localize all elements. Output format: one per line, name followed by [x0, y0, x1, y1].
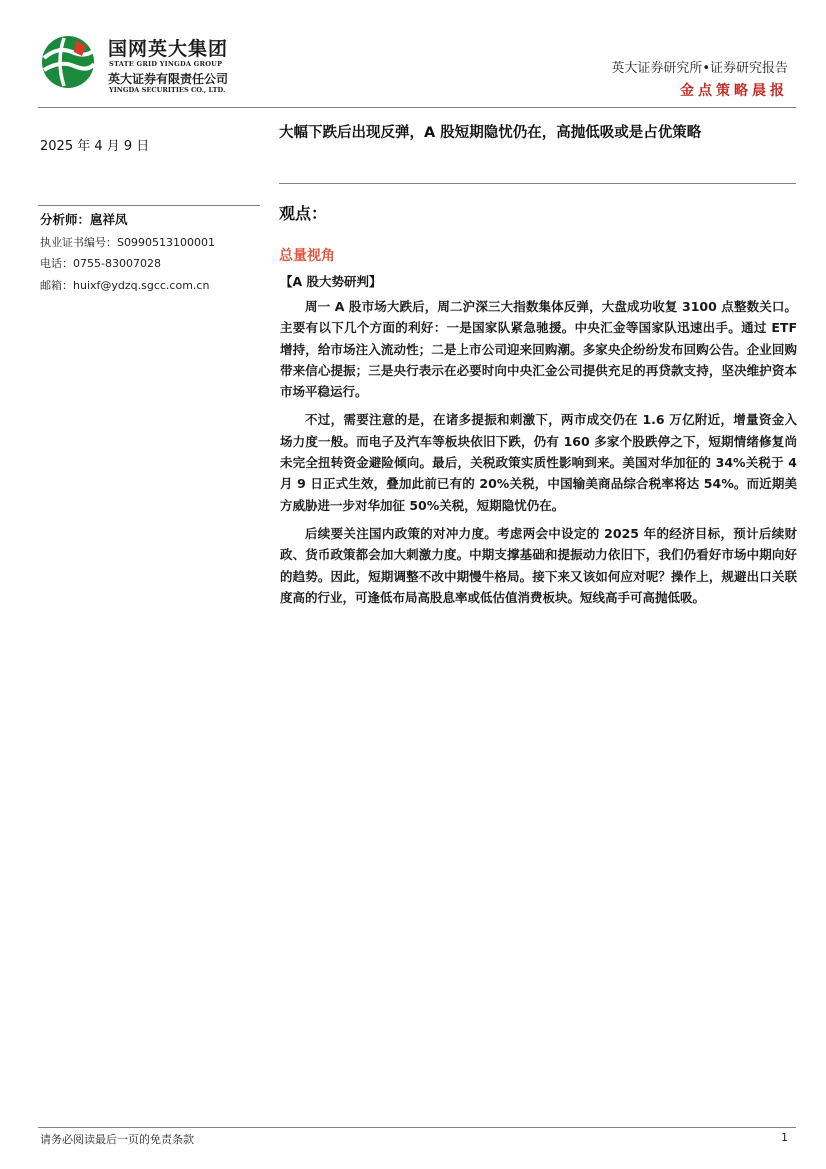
report-series: 金点策略晨报: [680, 83, 788, 99]
footer-disclaimer: 请务必阅读最后一页的免责条款: [40, 1133, 194, 1146]
logo-sub-en: YINGDA SECURITIES CO., LTD.: [109, 86, 226, 94]
paragraph: 周一 A 股市场大跌后，周二沪深三大指数集体反弹，大盘成功收复 3100 点整数关口。主要有以下几个方面的利好：一是国家队紧急驰援。中央汇金等国家队迅速出手。通过 ETF 增持，给市场注入流动性；二是上市公司迎来回购潮。多家央企纷纷发布回购公告。企业回购带来信心提振；三是央行表示在必要时向中央汇金公司提供充足的再贷款支持，坚决维护资本市场平稳运行。: [280, 299, 797, 400]
article-body: [280, 296, 797, 615]
company-logo: [38, 30, 258, 96]
paragraph: 不过，需要注意的是，在诸多提振和刺激下，两市成交仍在 1.6 万亿附近，增量资金入场力度一般。而电子及汽车等板块依旧下跌，仍有 160 多家个股跌停之下，短期情绪修复尚未完全扭转资金避险倾向。最后，关税政策实质性影响到来。美国对华加征的 34%关税于 4 月 9 日正式生效，叠加此前已有的 20%关税，中国输美商品综合税率将达 54%。而近期美方威胁进一步对华加征 50%关税，短期隐忧仍在。: [280, 412, 797, 513]
analyst-email[interactable]: 邮箱：huixf@ydzq.sgcc.com.cn: [40, 279, 210, 292]
analyst-phone: 电话：0755-83007028: [40, 257, 161, 270]
analyst-divider: [38, 205, 260, 206]
logo-sub-cn: 英大证券有限责任公司: [108, 72, 229, 86]
logo-name-en: STATE GRID YINGDA GROUP: [109, 60, 223, 68]
report-org: 英大证券研究所•证券研究报告: [611, 61, 788, 76]
report-headline: 大幅下跌后出现反弹，A 股短期隐忧仍在，高抛低吸或是占优策略: [279, 125, 702, 141]
report-date: 2025 年 4 月 9 日: [40, 139, 150, 154]
logo-name-cn: 国网英大集团: [108, 38, 229, 60]
paragraph: 后续要关注国内政策的对冲力度。考虑两会中设定的 2025 年的经济目标，预计后续财政、货币政策都会加大刺激力度。中期支撑基础和提振动力依旧下，我们仍看好市场中期向好的趋势。因此，短期调整不改中期慢牛格局。接下来又该如何应对呢？操作上，规避出口关联度高的行业，可逢低布局高股息率或低估值消费板块。短线高手可高抛低吸。: [280, 525, 797, 605]
view-title: 观点：: [279, 204, 328, 223]
globe-logo-icon: [38, 32, 98, 92]
header-divider: [38, 107, 796, 108]
analyst-cert: 执业证书编号：S0990513100001: [40, 236, 215, 249]
sub-title: 【A 股大势研判】: [280, 274, 382, 289]
footer-divider: [38, 1127, 796, 1128]
analyst-name: 分析师：扈祥凤: [40, 212, 128, 227]
section-title: 总量视角: [279, 248, 335, 264]
page-number: 1: [781, 1131, 788, 1144]
content-divider: [279, 183, 796, 184]
